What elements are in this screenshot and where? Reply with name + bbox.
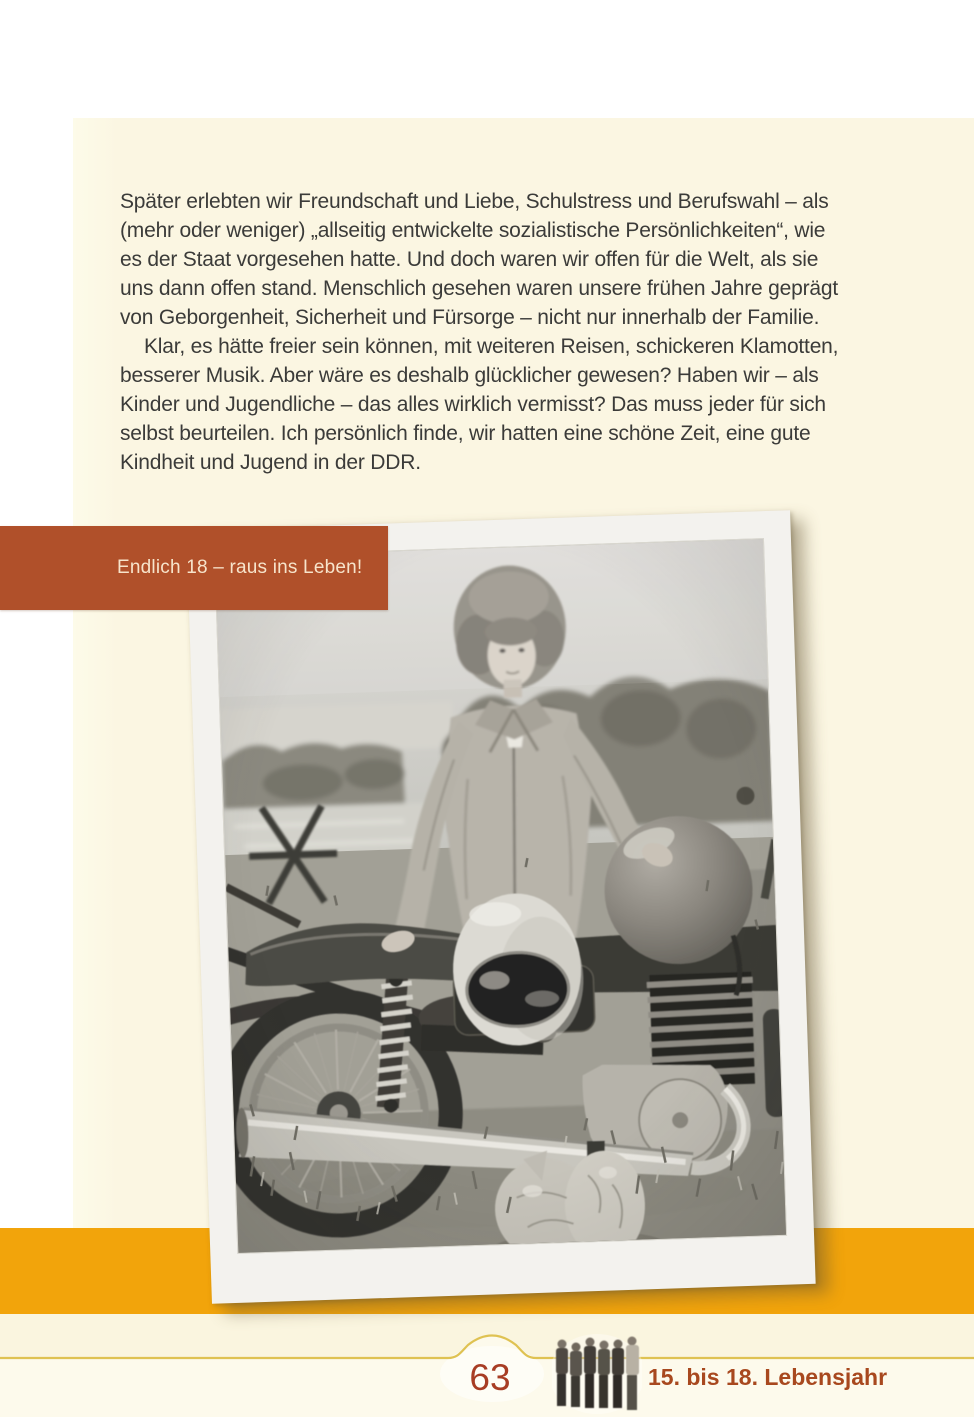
paragraph-line: Später erlebten wir Freundschaft und Liebe, Schulstress und Berufswahl – als xyxy=(120,190,829,213)
paragraph-line: (mehr oder weniger) „allseitig entwickelte sozialistische Persönlichkeiten“, wie xyxy=(120,219,826,242)
paragraph-line: selbst beurteilen. Ich persönlich finde, wir hatten eine schöne Zeit, eine gute xyxy=(120,422,811,445)
footer-person xyxy=(626,1337,639,1411)
paragraph-line: Kindheit und Jugend in der DDR. xyxy=(120,451,421,474)
paragraph-line: von Geborgenheit, Sicherheit und Fürsorge – nicht nur innerhalb der Familie. xyxy=(120,306,820,329)
photo-image xyxy=(214,538,787,1254)
paragraph-line: Klar, es hätte freier sein können, mit weiteren Reisen, schickeren Klamotten, xyxy=(144,335,839,358)
photo-frame xyxy=(186,510,815,1304)
footer-section-label: 15. bis 18. Lebensjahr xyxy=(648,1364,888,1390)
page-number: 63 xyxy=(469,1357,511,1398)
paragraph-line: besserer Musik. Aber wäre es deshalb glücklicher gewesen? Haben wir – als xyxy=(120,364,819,387)
footer-group-photo xyxy=(552,1332,642,1414)
caption-box xyxy=(0,526,388,610)
caption-text: Endlich 18 – raus ins Leben! xyxy=(117,557,363,578)
paragraph-line: Kinder und Jugendliche – das alles wirklich vermisst? Das muss jeder für sich xyxy=(120,393,826,416)
paragraph-line: es der Staat vorgesehen hatte. Und doch waren wir offen für die Welt, als sie xyxy=(120,248,819,271)
body-text xyxy=(120,187,862,477)
paragraph-line: uns dann offen stand. Menschlich gesehen waren unsere frühen Jahre geprägt xyxy=(120,277,838,300)
